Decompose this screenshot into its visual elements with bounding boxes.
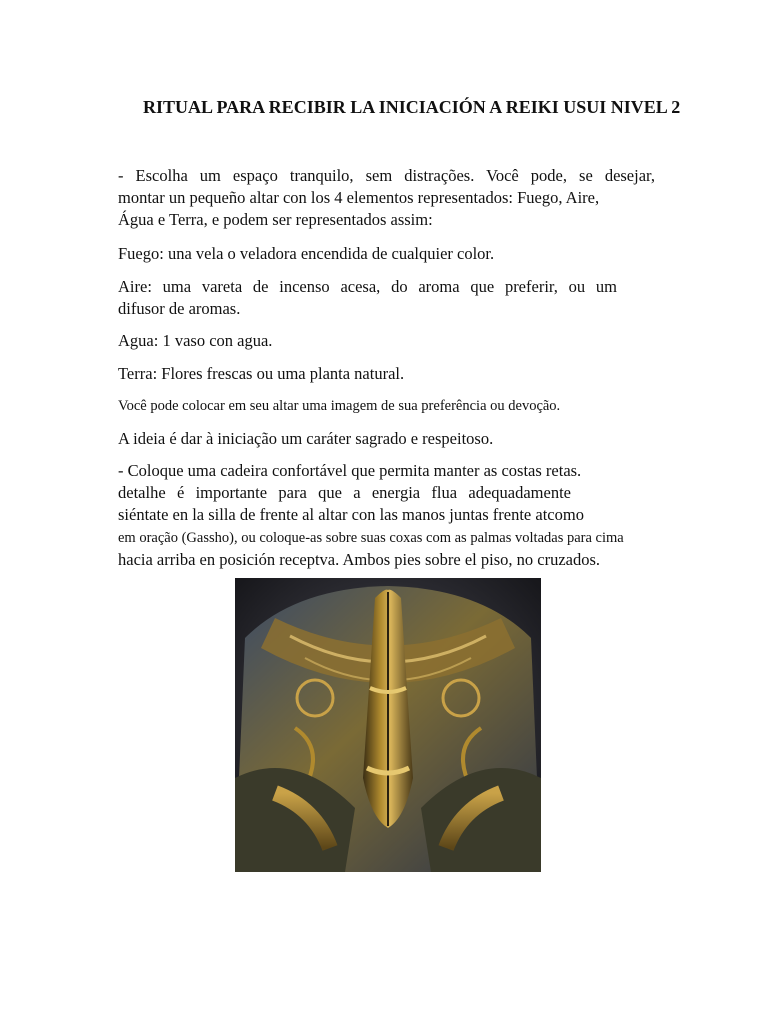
text-line-8: Terra: Flores frescas ou uma planta natural. xyxy=(118,364,405,383)
text-line-10: A ideia é dar à iniciação um caráter sagrado e respeitoso. xyxy=(118,429,494,448)
text-line-2: montar un pequeño altar con los 4 elementos representados: Fuego, Aire, xyxy=(118,188,600,207)
text-line-15: hacia arriba en posición receptva. Ambos pies sobre el piso, no cruzados. xyxy=(118,550,601,569)
text-line-12: detalhe é importante para que a energia flua adequadamente xyxy=(118,483,571,502)
page-title: RITUAL PARA RECIBIR LA INICIACIÓN A REIKI USUI NIVEL 2 xyxy=(143,97,681,117)
text-line-1: - Escolha um espaço tranquilo, sem distrações. Você pode, se desejar, xyxy=(118,166,655,185)
text-line-6: difusor de aromas. xyxy=(118,299,241,318)
gassho-statue-image xyxy=(235,578,541,872)
text-line-3: Água e Terra, e podem ser representados assim: xyxy=(118,210,433,229)
text-line-14: em oração (Gassho), ou coloque-as sobre suas coxas com as palmas voltadas para cima xyxy=(118,530,624,546)
text-line-5: Aire: uma vareta de incenso acesa, do aroma que preferir, ou um xyxy=(118,277,617,296)
text-line-11: - Coloque uma cadeira confortável que permita manter as costas retas. xyxy=(118,461,582,480)
text-line-4: Fuego: una vela o veladora encendida de cualquier color. xyxy=(118,244,495,263)
text-line-13: siéntate en la silla de frente al altar con las manos juntas frente atcomo xyxy=(118,505,584,524)
text-line-9: Você pode colocar em seu altar uma imagem de sua preferência ou devoção. xyxy=(118,398,561,414)
text-line-7: Agua: 1 vaso con agua. xyxy=(118,331,273,350)
